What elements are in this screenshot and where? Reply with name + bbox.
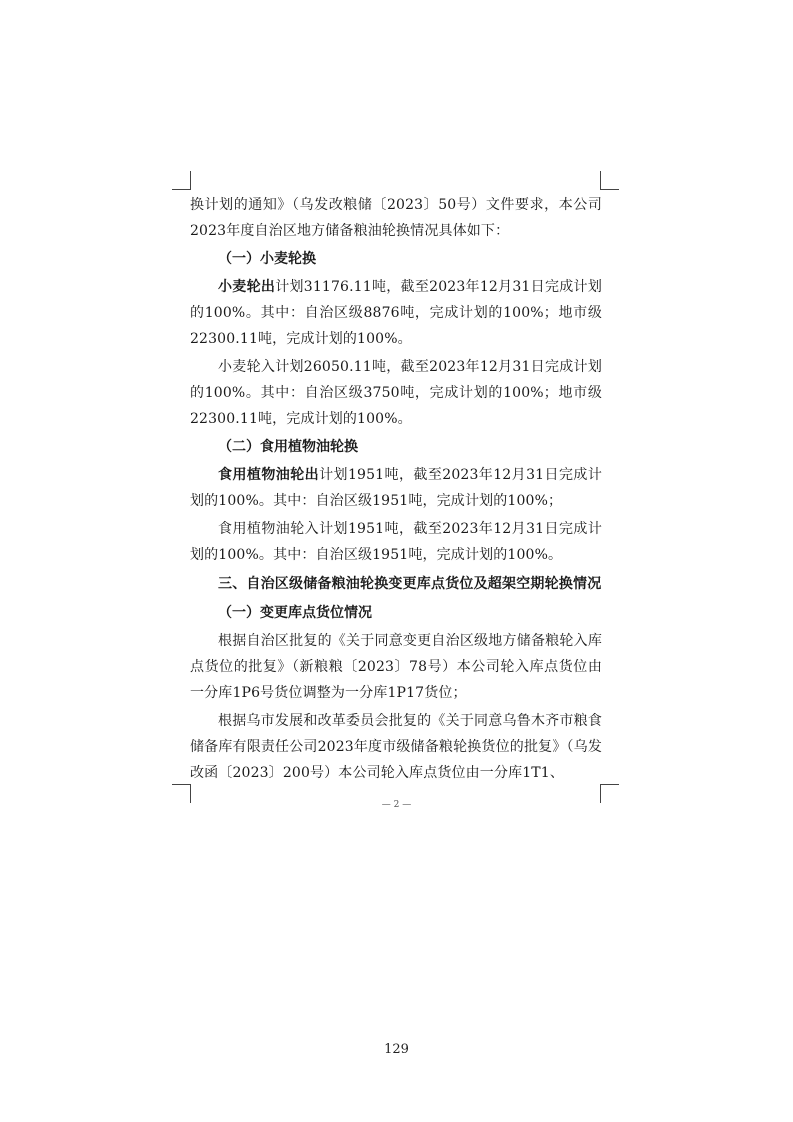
page-number: 129 [384, 1042, 409, 1057]
wheat-out-text: 计划31176.11吨，截至2023年12月31日完成计划的100%。其中：自治区级8876吨，完成计划的100%；地市级22300.11吨，完成计划的100%。 [190, 279, 602, 347]
heading-section-3: 三、自治区级储备粮油轮换变更库点货位及超架空期轮换情况 [218, 576, 602, 592]
oil-out-label: 食用植物油轮出 [218, 467, 320, 483]
document-body [190, 192, 602, 788]
paragraph-wheat-in: 小麦轮入计划26050.11吨，截至2023年12月31日完成计划的100%。其中：自治区级3750吨，完成计划的100%；地市级22300.11吨，完成计划的100%。 [190, 359, 602, 427]
heading-oil-rotation: （二）食用植物油轮换 [218, 439, 358, 455]
paragraph-oil-out [190, 462, 602, 514]
heading-wheat-rotation: （一）小麦轮换 [218, 251, 316, 267]
heading-location-change: （一）变更库点货位情况 [218, 605, 372, 621]
crop-mark-top-right [600, 171, 619, 190]
paragraph-change-1: 根据自治区批复的《关于同意变更自治区级地方储备粮轮入库点货位的批复》（新粮粮〔2023〕78号）本公司轮入库点货位由一分库1P6号货位调整为一分库1P17货位； [190, 633, 602, 701]
paragraph-wheat-out [190, 274, 602, 352]
paragraph-change-2: 根据乌市发展和改革委员会批复的《关于同意乌鲁木齐市粮食储备库有限责任公司2023年度市级储备粮轮换货位的批复》（乌发改函〔2023〕200号）本公司轮入库点货位由一分库1T1、 [190, 713, 602, 781]
inner-page-number: — 2 — [381, 800, 412, 810]
wheat-out-label: 小麦轮出 [218, 279, 276, 295]
paragraph-intro: 换计划的通知》（乌发改粮储〔2023〕50号）文件要求，本公司2023年度自治区地方储备粮油轮换情况具体如下： [190, 197, 602, 239]
paragraph-oil-in: 食用植物油轮入计划1951吨，截至2023年12月31日完成计划的100%。其中：自治区级1951吨，完成计划的100%。 [190, 521, 602, 563]
oil-out-text: 计划1951吨，截至2023年12月31日完成计划的100%。其中：自治区级1951吨，完成计划的100%； [190, 467, 602, 509]
crop-mark-top-left [172, 171, 191, 190]
